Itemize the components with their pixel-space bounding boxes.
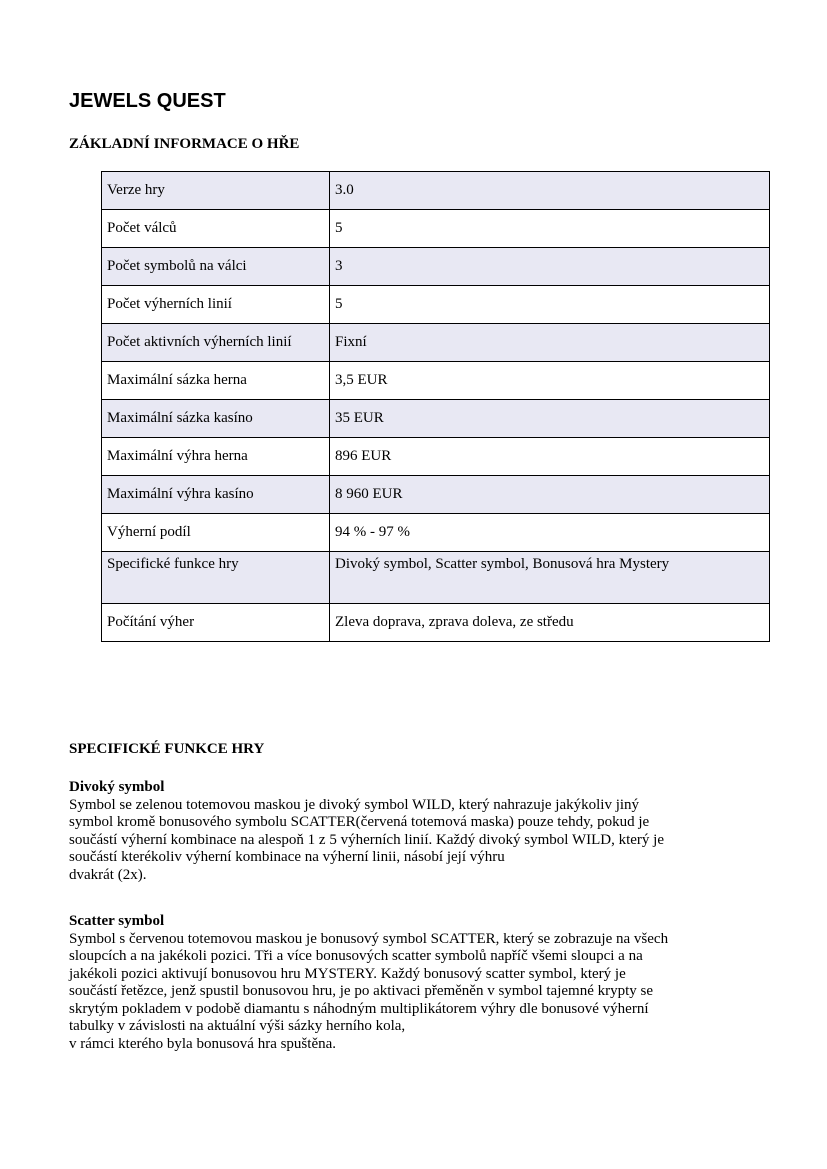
feature-title: Scatter symbol bbox=[69, 913, 165, 929]
row-label: Maximální výhra herna bbox=[102, 438, 330, 476]
row-label: Počítání výher bbox=[102, 604, 330, 642]
row-value: 35 EUR bbox=[330, 400, 770, 438]
row-value: Divoký symbol, Scatter symbol, Bonusová hra Mystery bbox=[330, 552, 770, 604]
row-label: Počet symbolů na válci bbox=[102, 248, 330, 286]
row-value: 94 % - 97 % bbox=[330, 514, 770, 552]
table-row bbox=[102, 210, 770, 248]
table-row bbox=[102, 248, 770, 286]
table-row bbox=[102, 604, 770, 642]
row-label: Maximální výhra kasíno bbox=[102, 476, 330, 514]
feature-wild-symbol bbox=[69, 779, 749, 884]
row-label: Počet výherních linií bbox=[102, 286, 330, 324]
row-value: 5 bbox=[330, 286, 770, 324]
row-value: 3,5 EUR bbox=[330, 362, 770, 400]
table-row bbox=[102, 362, 770, 400]
table-row bbox=[102, 324, 770, 362]
row-label: Maximální sázka kasíno bbox=[102, 400, 330, 438]
features-heading: SPECIFICKÉ FUNKCE HRY bbox=[69, 741, 265, 757]
row-label: Specifické funkce hry bbox=[102, 552, 330, 604]
row-value: Zleva doprava, zprava doleva, ze středu bbox=[330, 604, 770, 642]
basic-info-heading: ZÁKLADNÍ INFORMACE O HŘE bbox=[69, 136, 300, 152]
row-label: Počet aktivních výherních linií bbox=[102, 324, 330, 362]
row-label: Verze hry bbox=[102, 172, 330, 210]
feature-text: Symbol s červenou totemovou maskou je bonusový symbol SCATTER, který se zobrazuje na všech sloupcích a na jakékoli pozici. Tři a více bonusových scatter symbolů napříč všemi sloupci a na jakékoli pozici aktivují bonusovou hru MYSTERY. Každý bonusový scatter symbol, který je součástí řetězce, jenž spustil bonusovou hru, je po aktivaci přeměněn v symbol tajemné krypty se skrytým pokladem v podobě diamantu s náhodným multiplikátorem výhry dle bonusové výherní tabulky v závislosti na aktuální výši sázky herního kola, v rámci kterého byla bonusová hra spuštěna. bbox=[69, 930, 669, 1052]
row-label: Počet válců bbox=[102, 210, 330, 248]
table-row bbox=[102, 400, 770, 438]
row-value: 5 bbox=[330, 210, 770, 248]
row-value: 8 960 EUR bbox=[330, 476, 770, 514]
feature-text: Symbol se zelenou totemovou maskou je divoký symbol WILD, který nahrazuje jakýkoliv jiný symbol kromě bonusového symbolu SCATTER(červená totemová maska) pouze tehdy, pokud je součástí výherní kombinace na alespoň 1 z 5 výherních linií. Každý divoký symbol WILD, který je součástí kterékoliv výherní kombinace na výherní linii, násobí její výhru dvakrát (2x). bbox=[69, 796, 664, 883]
row-label: Maximální sázka herna bbox=[102, 362, 330, 400]
table-row bbox=[102, 286, 770, 324]
table-row bbox=[102, 438, 770, 476]
feature-title: Divoký symbol bbox=[69, 779, 165, 795]
row-label: Výherní podíl bbox=[102, 514, 330, 552]
row-value: 896 EUR bbox=[330, 438, 770, 476]
document-title: JEWELS QUEST bbox=[69, 90, 226, 112]
table-row bbox=[102, 476, 770, 514]
game-info-table bbox=[101, 171, 770, 642]
row-value: Fixní bbox=[330, 324, 770, 362]
table-row bbox=[102, 514, 770, 552]
row-value: 3.0 bbox=[330, 172, 770, 210]
feature-scatter-symbol bbox=[69, 913, 749, 1053]
row-value: 3 bbox=[330, 248, 770, 286]
table-row bbox=[102, 172, 770, 210]
table-row bbox=[102, 552, 770, 604]
